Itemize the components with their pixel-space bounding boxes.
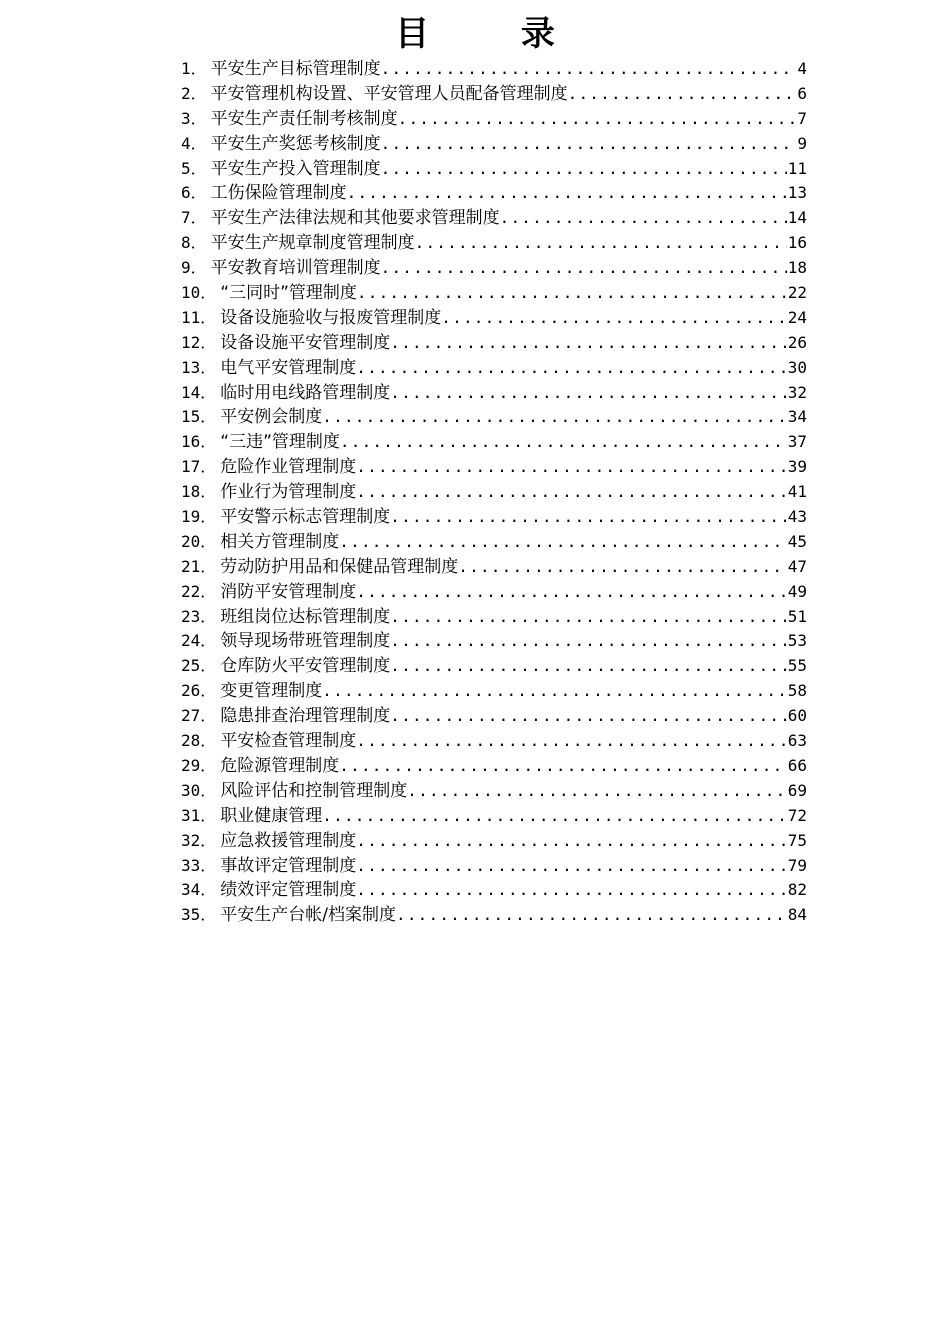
toc-entry-number: 24． bbox=[181, 631, 217, 651]
toc-dot-leader bbox=[357, 281, 787, 306]
toc-entry[interactable] bbox=[181, 181, 807, 206]
toc-entry-title: 电气平安管理制度 bbox=[220, 357, 357, 378]
toc-entry-page-number: 37 bbox=[787, 432, 807, 452]
toc-entry-title: 事故评定管理制度 bbox=[220, 855, 357, 876]
toc-entry-title: 平安生产责任制考核制度 bbox=[210, 108, 398, 129]
toc-entry-page-number: 39 bbox=[787, 457, 807, 477]
toc-entry-number: 26． bbox=[181, 681, 217, 701]
toc-entry-number: 28． bbox=[181, 731, 217, 751]
toc-dot-leader bbox=[356, 829, 786, 854]
toc-entry[interactable] bbox=[181, 654, 807, 679]
toc-entry[interactable] bbox=[181, 256, 807, 281]
toc-entry[interactable] bbox=[181, 281, 807, 306]
toc-entry[interactable] bbox=[181, 629, 807, 654]
toc-entry-page-number: 9 bbox=[797, 133, 807, 153]
toc-entry-page-number: 41 bbox=[787, 482, 807, 502]
toc-entry-number: 21． bbox=[181, 556, 217, 576]
toc-entry-number: 3． bbox=[181, 108, 207, 128]
toc-entry-page-number: 26 bbox=[787, 332, 807, 352]
toc-entry-page-number: 75 bbox=[787, 830, 807, 850]
toc-entry-title: 领导现场带班管理制度 bbox=[220, 631, 391, 652]
toc-dot-leader bbox=[390, 654, 786, 679]
toc-entry-number: 34． bbox=[181, 880, 217, 900]
toc-dot-leader bbox=[322, 405, 786, 430]
toc-entry-title: 平安检查管理制度 bbox=[220, 731, 357, 752]
toc-entry-number: 33． bbox=[181, 855, 217, 875]
toc-entry[interactable] bbox=[181, 306, 807, 331]
toc-dot-leader bbox=[356, 580, 786, 605]
toc-entry-page-number: 51 bbox=[787, 606, 807, 626]
toc-dot-leader bbox=[339, 530, 786, 555]
toc-entry-number: 30． bbox=[181, 780, 217, 800]
toc-entry-page-number: 22 bbox=[787, 283, 807, 303]
toc-entry-number: 15． bbox=[181, 407, 217, 427]
toc-entry-number: 7． bbox=[181, 208, 207, 228]
toc-entry-title: 风险评估和控制管理制度 bbox=[220, 780, 408, 801]
toc-entry-title: 平安生产法律法规和其他要求管理制度 bbox=[210, 208, 500, 229]
toc-entry[interactable] bbox=[181, 231, 807, 256]
toc-entry-number: 2． bbox=[181, 83, 207, 103]
toc-entry-number: 5． bbox=[181, 158, 207, 178]
toc-entry-page-number: 30 bbox=[787, 357, 807, 377]
toc-entry-page-number: 63 bbox=[787, 731, 807, 751]
toc-entry[interactable] bbox=[181, 729, 807, 754]
toc-entry-number: 27． bbox=[181, 706, 217, 726]
toc-entry-page-number: 4 bbox=[797, 59, 807, 78]
toc-entry-title: 平安生产规章制度管理制度 bbox=[210, 233, 415, 254]
toc-dot-leader bbox=[381, 256, 787, 281]
toc-entry-title: 班组岗位达标管理制度 bbox=[220, 606, 391, 627]
toc-entry[interactable] bbox=[181, 107, 807, 132]
toc-entry-number: 20． bbox=[181, 531, 217, 551]
toc-entry-number: 23． bbox=[181, 606, 217, 626]
toc-entry-title: 危险源管理制度 bbox=[220, 755, 340, 776]
toc-dot-leader bbox=[356, 356, 786, 381]
toc-dot-leader bbox=[390, 331, 786, 356]
toc-dot-leader bbox=[356, 455, 786, 480]
toc-entry-number: 18． bbox=[181, 482, 217, 502]
toc-entry-number: 13． bbox=[181, 357, 217, 377]
toc-entry-page-number: 49 bbox=[787, 581, 807, 601]
toc-entry-page-number: 47 bbox=[787, 556, 807, 576]
toc-entry-number: 19． bbox=[181, 507, 217, 527]
toc-entry-title: 平安警示标志管理制度 bbox=[220, 507, 391, 528]
toc-dot-leader bbox=[415, 231, 787, 256]
toc-dot-leader bbox=[568, 82, 797, 107]
toc-entry-page-number: 66 bbox=[787, 755, 807, 775]
toc-entry-number: 14． bbox=[181, 382, 217, 402]
toc-dot-leader bbox=[390, 505, 786, 530]
toc-entry-title: 危险作业管理制度 bbox=[220, 457, 357, 478]
toc-dot-leader bbox=[500, 206, 787, 231]
toc-entry[interactable] bbox=[181, 854, 807, 879]
toc-dot-leader bbox=[407, 779, 786, 804]
toc-entry[interactable] bbox=[181, 57, 807, 82]
toc-entry[interactable] bbox=[181, 381, 807, 406]
toc-entry-page-number: 6 bbox=[797, 83, 807, 103]
toc-dot-leader bbox=[347, 181, 787, 206]
toc-entry[interactable] bbox=[181, 505, 807, 530]
toc-entry-page-number: 13 bbox=[787, 183, 807, 203]
toc-entry-page-number: 18 bbox=[787, 258, 807, 278]
toc-dot-leader bbox=[356, 854, 786, 879]
toc-entry[interactable] bbox=[181, 430, 807, 455]
toc-entry[interactable] bbox=[181, 580, 807, 605]
toc-entry-title: 应急救援管理制度 bbox=[220, 830, 357, 851]
table-of-contents bbox=[181, 57, 807, 928]
toc-entry-title: 相关方管理制度 bbox=[220, 531, 340, 552]
toc-dot-leader bbox=[340, 430, 787, 455]
toc-entry-number: 35． bbox=[181, 905, 217, 925]
toc-entry-title: “三违”管理制度 bbox=[220, 432, 340, 453]
toc-entry-title: 平安生产台帐/档案制度 bbox=[220, 905, 397, 926]
toc-entry[interactable] bbox=[181, 480, 807, 505]
toc-dot-leader bbox=[390, 629, 786, 654]
toc-dot-leader bbox=[390, 605, 786, 630]
toc-entry-title: 平安生产投入管理制度 bbox=[210, 158, 381, 179]
toc-entry-page-number: 32 bbox=[787, 382, 807, 402]
toc-entry-title: 消防平安管理制度 bbox=[220, 581, 357, 602]
toc-dot-leader bbox=[390, 704, 786, 729]
page-title: 目 录 bbox=[395, 14, 595, 54]
toc-entry-number: 6． bbox=[181, 183, 207, 203]
toc-entry-title: 平安生产目标管理制度 bbox=[210, 59, 381, 79]
toc-entry-page-number: 53 bbox=[787, 631, 807, 651]
toc-entry[interactable] bbox=[181, 829, 807, 854]
toc-entry-number: 9． bbox=[181, 258, 207, 278]
toc-entry[interactable] bbox=[181, 356, 807, 381]
toc-entry-title: 职业健康管理 bbox=[220, 805, 323, 826]
toc-entry-title: 绩效评定管理制度 bbox=[220, 880, 357, 901]
toc-entry-number: 16． bbox=[181, 432, 217, 452]
toc-entry[interactable] bbox=[181, 132, 807, 157]
toc-entry-title: 工伤保险管理制度 bbox=[210, 183, 347, 204]
toc-dot-leader bbox=[322, 804, 786, 829]
toc-entry-title: 变更管理制度 bbox=[220, 681, 323, 702]
toc-entry[interactable] bbox=[181, 206, 807, 231]
toc-entry[interactable] bbox=[181, 779, 807, 804]
toc-entry-page-number: 84 bbox=[787, 905, 807, 925]
toc-entry-number: 32． bbox=[181, 830, 217, 850]
toc-entry-title: 作业行为管理制度 bbox=[220, 482, 357, 503]
toc-entry-page-number: 7 bbox=[797, 108, 807, 128]
toc-entry-page-number: 55 bbox=[787, 656, 807, 676]
toc-entry-number: 17． bbox=[181, 457, 217, 477]
toc-dot-leader bbox=[339, 754, 786, 779]
toc-entry-number: 4． bbox=[181, 133, 207, 153]
toc-entry-title: 临时用电线路管理制度 bbox=[220, 382, 391, 403]
toc-entry-number: 10． bbox=[181, 283, 217, 303]
toc-entry-page-number: 43 bbox=[787, 507, 807, 527]
toc-entry[interactable] bbox=[181, 679, 807, 704]
toc-entry-number: 22． bbox=[181, 581, 217, 601]
toc-entry-number: 25． bbox=[181, 656, 217, 676]
toc-entry-number: 31． bbox=[181, 805, 217, 825]
toc-dot-leader bbox=[356, 878, 786, 903]
toc-entry[interactable] bbox=[181, 405, 807, 430]
toc-entry-title: 平安教育培训管理制度 bbox=[210, 258, 381, 279]
toc-entry[interactable] bbox=[181, 530, 807, 555]
toc-entry-page-number: 34 bbox=[787, 407, 807, 427]
toc-entry-title: 设备设施平安管理制度 bbox=[220, 332, 391, 353]
toc-dot-leader bbox=[381, 57, 797, 82]
toc-entry-page-number: 60 bbox=[787, 706, 807, 726]
toc-entry-page-number: 72 bbox=[787, 805, 807, 825]
toc-entry-number: 29． bbox=[181, 755, 217, 775]
toc-dot-leader bbox=[396, 903, 787, 928]
toc-entry-page-number: 14 bbox=[787, 208, 807, 228]
toc-dot-leader bbox=[356, 729, 786, 754]
toc-entry-title: “三同时”管理制度 bbox=[220, 283, 357, 304]
toc-entry-page-number: 24 bbox=[787, 307, 807, 327]
toc-entry-page-number: 82 bbox=[787, 880, 807, 900]
toc-dot-leader bbox=[356, 480, 786, 505]
toc-dot-leader bbox=[322, 679, 786, 704]
toc-entry-page-number: 58 bbox=[787, 681, 807, 701]
toc-entry-title: 平安管理机构设置、平安管理人员配备管理制度 bbox=[210, 83, 568, 104]
toc-dot-leader bbox=[458, 555, 786, 580]
toc-entry-title: 设备设施验收与报废管理制度 bbox=[220, 307, 442, 328]
toc-entry[interactable] bbox=[181, 157, 807, 182]
toc-entry-number: 11． bbox=[181, 307, 217, 327]
toc-entry-title: 劳动防护用品和保健品管理制度 bbox=[220, 556, 459, 577]
toc-entry-number: 8． bbox=[181, 233, 207, 253]
toc-dot-leader bbox=[398, 107, 797, 132]
toc-entry-title: 仓库防火平安管理制度 bbox=[220, 656, 391, 677]
toc-entry-page-number: 16 bbox=[787, 233, 807, 253]
toc-dot-leader bbox=[381, 132, 797, 157]
toc-entry-number: 1． bbox=[181, 59, 207, 78]
toc-entry[interactable] bbox=[181, 555, 807, 580]
toc-entry-page-number: 11 bbox=[787, 158, 807, 178]
toc-entry-title: 平安生产奖惩考核制度 bbox=[210, 133, 381, 154]
toc-entry-page-number: 69 bbox=[787, 780, 807, 800]
toc-entry-number: 12． bbox=[181, 332, 217, 352]
toc-entry[interactable] bbox=[181, 82, 807, 107]
toc-entry[interactable] bbox=[181, 804, 807, 829]
toc-entry[interactable] bbox=[181, 605, 807, 630]
toc-entry-page-number: 79 bbox=[787, 855, 807, 875]
toc-entry[interactable] bbox=[181, 754, 807, 779]
toc-entry[interactable] bbox=[181, 455, 807, 480]
toc-entry-title: 隐患排查治理管理制度 bbox=[220, 706, 391, 727]
toc-entry[interactable] bbox=[181, 704, 807, 729]
toc-entry-title: 平安例会制度 bbox=[220, 407, 323, 428]
toc-entry[interactable] bbox=[181, 903, 807, 928]
toc-entry[interactable] bbox=[181, 878, 807, 903]
toc-dot-leader bbox=[381, 157, 787, 182]
toc-entry[interactable] bbox=[181, 331, 807, 356]
toc-dot-leader bbox=[390, 381, 786, 406]
toc-dot-leader bbox=[441, 306, 786, 331]
toc-entry-page-number: 45 bbox=[787, 531, 807, 551]
